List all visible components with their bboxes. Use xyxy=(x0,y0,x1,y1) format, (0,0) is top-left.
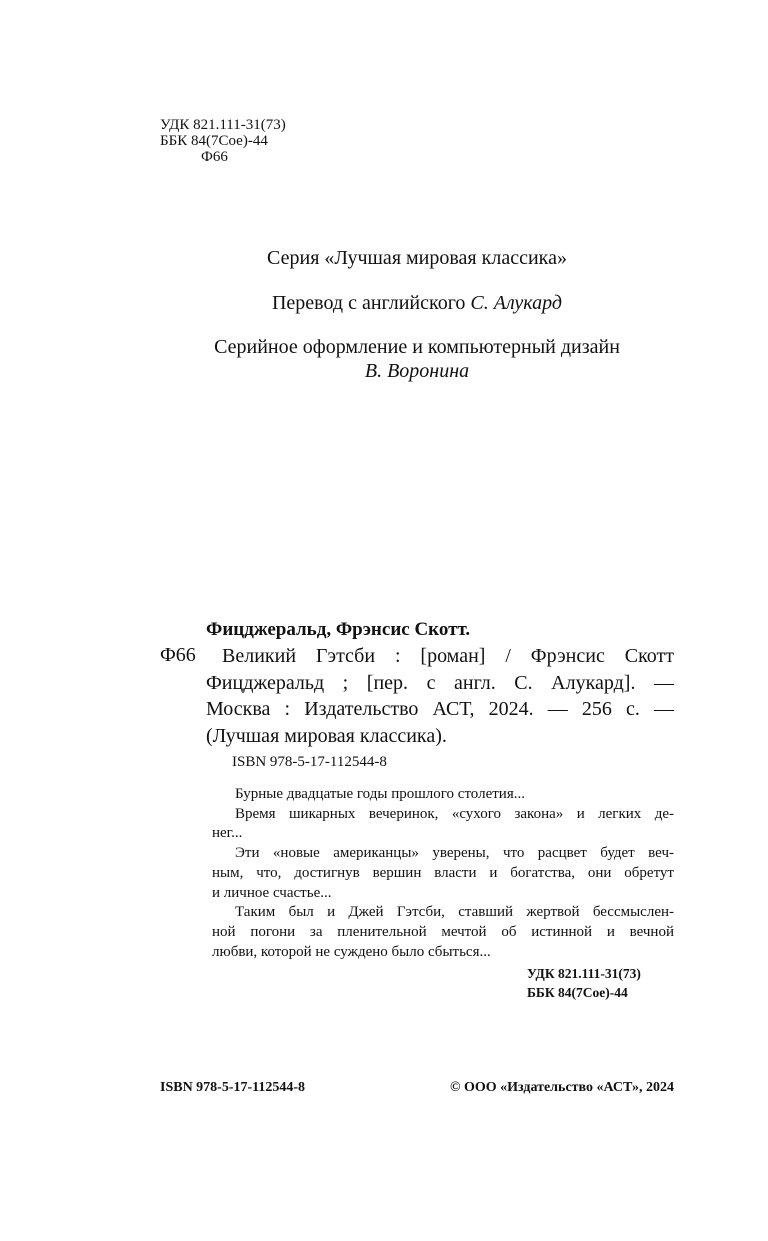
biblio-line: Москва : Издательство АСТ, 2024. — 256 с. — xyxy=(206,698,674,720)
designer-name: В. Воронина xyxy=(364,360,470,382)
biblio-line: Фицджеральд ; [пер. с англ. С. Алукард]. — xyxy=(206,671,674,694)
annotation xyxy=(212,785,674,962)
bottom-udk-code: УДК 821.111-31(73) xyxy=(527,966,641,981)
annotation-line: ным, что, достигнув вершин власти и богатства, они обретут xyxy=(212,864,674,881)
biblio-line: Великий Гэтсби : [роман] / Фрэнсис Скотт xyxy=(222,645,674,667)
translation-credit xyxy=(0,292,768,315)
biblio-line: (Лучшая мировая классика). xyxy=(206,724,447,747)
design-label: Серийное оформление и компьютерный дизайн xyxy=(214,336,620,358)
catalog-sign: Ф66 xyxy=(160,644,196,666)
catalog-author-heading: Фицджеральд, Фрэнсис Скотт. xyxy=(206,619,471,640)
translation-prefix: Перевод с английского xyxy=(271,292,471,314)
annotation-line: Бурные двадцатые годы прошлого столетия... xyxy=(235,786,525,802)
bbk-code: ББК 84(7Сое)-44 xyxy=(160,133,268,149)
author-sign: Ф66 xyxy=(201,149,228,165)
annotation-line: любви, которой не суждено было сбыться... xyxy=(212,943,491,960)
bottom-classification-codes xyxy=(527,964,641,1002)
footer-copyright: © ООО «Издательство «АСТ», 2024 xyxy=(449,1080,674,1095)
annotation-line: Эти «новые американцы» уверены, что расцвет будет веч- xyxy=(235,845,674,862)
annotation-line: Таким был и Джей Гэтсби, ставший жертвой бессмыслен- xyxy=(235,904,674,921)
bibliographic-record xyxy=(206,643,674,749)
annotation-line: нег... xyxy=(212,825,243,842)
annotation-line: Время шикарных вечеринок, «сухого закона» и легких де- xyxy=(235,805,674,822)
translator-name: С. Алукард xyxy=(470,292,563,314)
design-credit xyxy=(0,335,768,383)
footer-isbn: ISBN 978-5-17-112544-8 xyxy=(160,1080,306,1095)
annotation-line: и личное счастье... xyxy=(212,884,332,901)
udk-code: УДК 821.111-31(73) xyxy=(160,117,286,133)
catalog-isbn: ISBN 978-5-17-112544-8 xyxy=(232,754,387,770)
annotation-line: ной погони за пленительной мечтой об истинной и вечной xyxy=(212,923,674,940)
bottom-bbk-code: ББК 84(7Сое)-44 xyxy=(527,985,628,1000)
series-title: Серия «Лучшая мировая классика» xyxy=(267,247,567,269)
classification-codes xyxy=(160,117,286,165)
